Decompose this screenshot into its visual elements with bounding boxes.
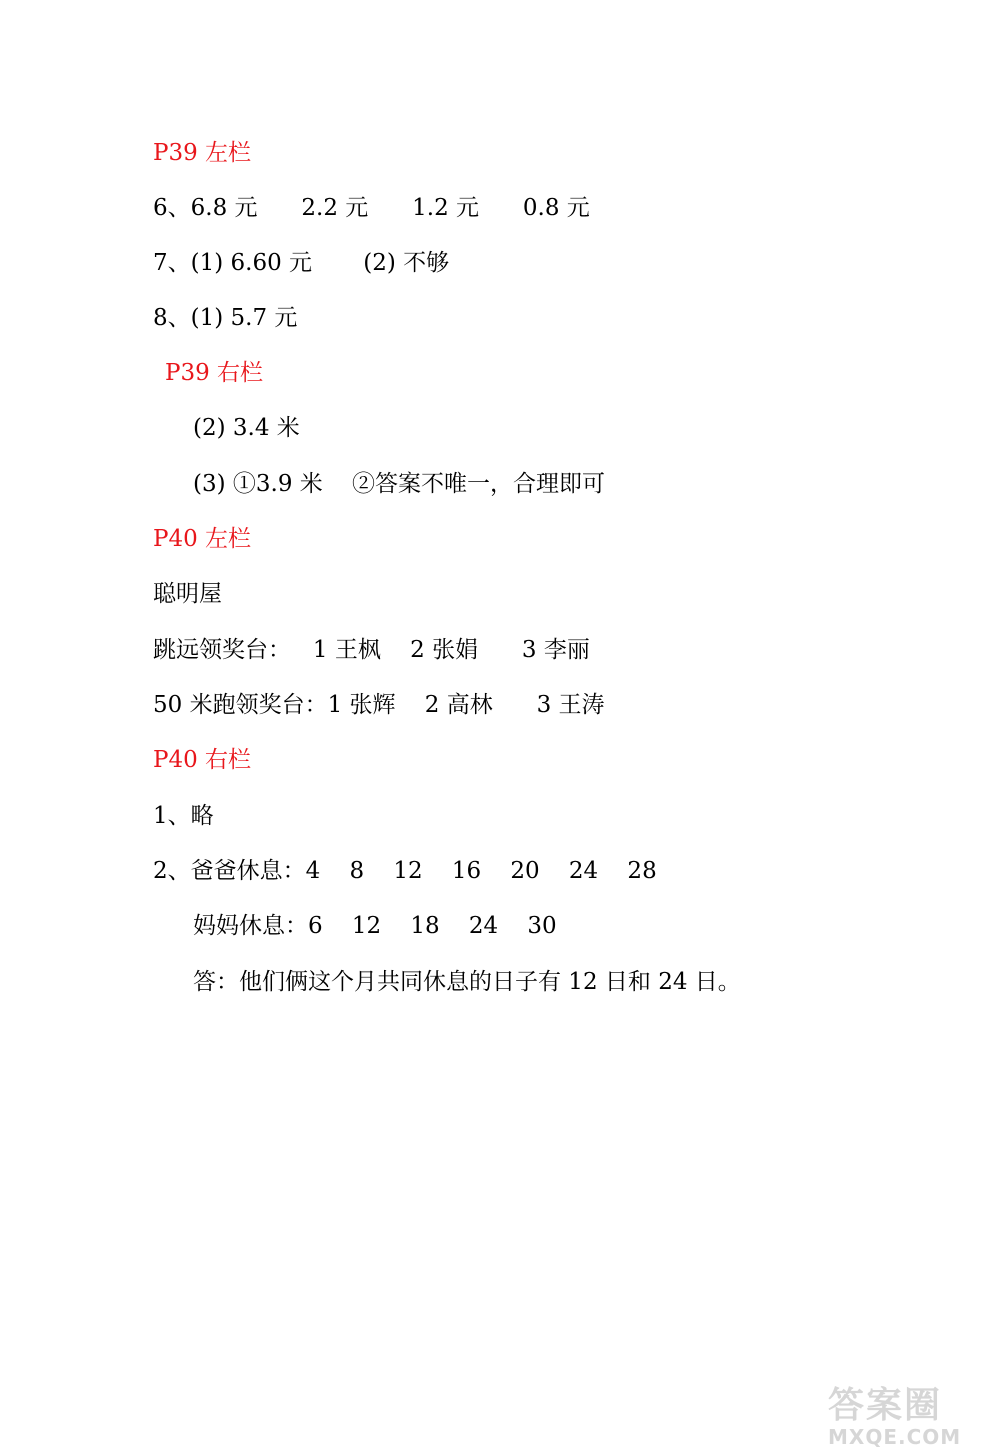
section-heading-p39-left: P39 左栏 <box>153 140 252 166</box>
answer-line-8: 8、(1) 5.7 元 <box>153 305 298 331</box>
answer-line-1: 1、略 <box>153 803 214 829</box>
answer-line-7: 7、(1) 6.60 元 (2) 不够 <box>153 250 450 276</box>
answer-line-8-3: (3) ①3.9 米 ②答案不唯一，合理即可 <box>193 471 606 497</box>
section-heading-p39-right: P39 右栏 <box>165 360 264 386</box>
answer-line-50m-run: 50 米跑领奖台：1 张辉 2 高林 3 王涛 <box>153 692 605 718</box>
answer-line-long-jump: 跳远领奖台： 1 王枫 2 张娟 3 李丽 <box>153 637 590 663</box>
answer-line-2-mom: 妈妈休息：6 12 18 24 30 <box>193 913 557 939</box>
answer-line-6: 6、6.8 元 2.2 元 1.2 元 0.8 元 <box>153 195 590 221</box>
section-heading-p40-left: P40 左栏 <box>153 526 252 552</box>
section-heading-p40-right: P40 右栏 <box>153 747 252 773</box>
watermark-logo <box>828 1386 994 1448</box>
watermark-main-text: 答案圈 <box>828 1385 943 1426</box>
answer-line-2-dad: 2、爸爸休息：4 8 12 16 20 24 28 <box>153 858 657 884</box>
subheading-smart-house: 聪明屋 <box>153 581 222 607</box>
answer-line-8-2: (2) 3.4 米 <box>193 415 300 441</box>
answer-line-2-conclusion: 答：他们俩这个月共同休息的日子有 12 日和 24 日。 <box>193 969 741 995</box>
watermark-sub-text: MXQE.COM <box>828 1425 962 1449</box>
